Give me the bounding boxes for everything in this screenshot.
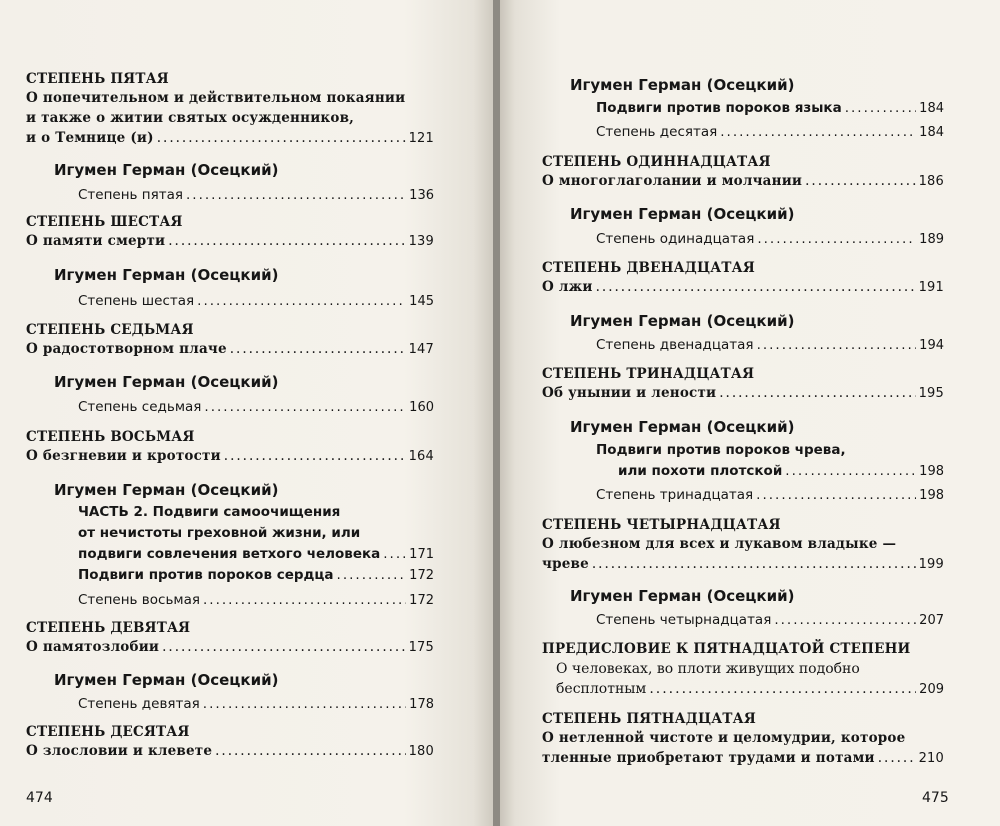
left-page [0, 0, 493, 826]
entry-line: О попечительном и действительном покаянии [26, 90, 406, 106]
section-heading [542, 365, 944, 383]
entry-line: О человеках, во плоти живущих подобно [556, 661, 860, 677]
toc-entry[interactable] [556, 659, 944, 700]
leader-dots [224, 446, 406, 466]
page-number-footer: 474 [26, 790, 53, 806]
author-heading: Игумен Герман (Осецкий) [54, 266, 279, 284]
section-heading [26, 619, 434, 637]
toc-entry[interactable] [26, 446, 434, 467]
page-number: 198 [919, 488, 944, 503]
toc-entry[interactable] [78, 694, 434, 715]
entry-title: чреве [542, 556, 589, 572]
section-title: СТЕПЕНЬ ПЯТНАДЦАТАЯ [542, 711, 756, 727]
page-number: 145 [409, 294, 434, 309]
entry-title: тленные приобретают трудами и потами [542, 750, 875, 766]
entry-title: Степень одинадцатая [596, 231, 755, 247]
author-heading: Игумен Герман (Осецкий) [570, 76, 795, 94]
entry-title: Степень пятая [78, 187, 184, 203]
toc-entry[interactable] [78, 291, 434, 312]
entry-title: Степень четырнадцатая [596, 612, 772, 628]
entry-title: Степень девятая [78, 696, 200, 712]
page-number: 186 [918, 174, 944, 189]
leader-dots [230, 339, 406, 359]
toc-entry[interactable] [596, 440, 944, 482]
section-title: СТЕПЕНЬ ОДИННАДЦАТАЯ [542, 154, 771, 170]
book-gutter [493, 0, 500, 826]
section-title: СТЕПЕНЬ СЕДЬМАЯ [26, 322, 194, 338]
page-number: 164 [408, 449, 434, 464]
leader-dots [878, 748, 916, 768]
toc-entry[interactable] [78, 590, 434, 611]
author-heading: Игумен Герман (Осецкий) [570, 205, 795, 223]
page-number: 199 [918, 557, 944, 572]
toc-entry[interactable] [26, 637, 434, 658]
page-number: 207 [919, 613, 944, 628]
entry-title: или похоти плотской [618, 463, 783, 479]
leader-dots [596, 277, 916, 297]
section-title: СТЕПЕНЬ ДВЕНАДЦАТАЯ [542, 260, 755, 276]
section-title: СТЕПЕНЬ ШЕСТАЯ [26, 214, 183, 230]
section-title: СТЕПЕНЬ ДЕВЯТАЯ [26, 620, 191, 636]
leader-dots [203, 694, 406, 714]
entry-title: Степень шестая [78, 293, 195, 309]
page-number: 180 [408, 744, 434, 759]
section-title: СТЕПЕНЬ ЧЕТЫРНАДЦАТАЯ [542, 517, 781, 533]
entry-title: О злословии и клевете [26, 743, 213, 759]
leader-dots [757, 335, 917, 355]
entry-line: ЧАСТЬ 2. Подвиги самоочищения [78, 504, 341, 520]
toc-entry[interactable] [596, 610, 944, 631]
page-number: 139 [408, 234, 434, 249]
page-number: 194 [919, 338, 944, 353]
toc-entry[interactable] [596, 335, 944, 356]
entry-title: Об унынии и лености [542, 385, 717, 401]
entry-line: и также о житии святых осужденников, [26, 110, 355, 126]
section-heading [542, 710, 944, 728]
entry-line: О любезном для всех и лукавом владыке — [542, 536, 897, 552]
leader-dots [720, 122, 916, 142]
entry-title: О безгневии и кротости [26, 448, 221, 464]
section-title: ПРЕДИСЛОВИЕ К ПЯТНАДЦАТОЙ СТЕПЕНИ [542, 641, 911, 657]
toc-entry[interactable] [542, 728, 944, 769]
author-heading: Игумен Герман (Осецкий) [54, 671, 279, 689]
section-heading [542, 153, 944, 171]
page-number: 189 [919, 232, 944, 247]
section-title: СТЕПЕНЬ ТРИНАДЦАТАЯ [542, 366, 755, 382]
section-title: СТЕПЕНЬ ПЯТАЯ [26, 71, 169, 87]
page-number: 178 [409, 697, 434, 712]
leader-dots [157, 128, 406, 148]
leader-dots [204, 397, 406, 417]
entry-title: О многоглаголании и молчании [542, 173, 803, 189]
leader-dots [197, 291, 406, 311]
page-number: 160 [409, 400, 434, 415]
page-number-footer: 475 [922, 790, 949, 806]
leader-dots [845, 98, 916, 119]
leader-dots [756, 485, 916, 505]
page-number: 172 [409, 568, 434, 583]
section-heading [542, 640, 944, 658]
entry-title: О радостотворном плаче [26, 341, 227, 357]
page-number: 210 [918, 751, 944, 766]
entry-title: Степень десятая [596, 124, 718, 140]
leader-dots [649, 679, 916, 699]
section-heading [542, 259, 944, 277]
leader-dots [337, 565, 407, 586]
page-number: 198 [919, 464, 944, 479]
section-heading [26, 723, 434, 741]
section-heading [26, 70, 434, 88]
entry-title: бесплотным [556, 681, 647, 697]
entry-title: О памяти смерти [26, 233, 166, 249]
author-heading: Игумен Герман (Осецкий) [570, 587, 795, 605]
toc-entry[interactable] [596, 485, 944, 506]
toc-entry[interactable] [78, 185, 434, 206]
leader-dots [186, 185, 406, 205]
leader-dots [168, 231, 405, 251]
entry-title: Подвиги против пороков языка [596, 100, 842, 116]
entry-title: Подвиги против пороков сердца [78, 567, 334, 583]
entry-title: Степень тринадцатая [596, 487, 754, 503]
section-heading [26, 213, 434, 231]
page-number: 195 [918, 386, 944, 401]
leader-dots [774, 610, 916, 630]
toc-entry[interactable] [542, 383, 944, 404]
toc-entry[interactable] [542, 534, 944, 575]
leader-dots [162, 637, 405, 657]
entry-title: О памятозлобии [26, 639, 160, 655]
author-heading: Игумен Герман (Осецкий) [570, 312, 795, 330]
entry-title: Степень двенадцатая [596, 337, 754, 353]
toc-entry[interactable] [78, 565, 434, 586]
leader-dots [383, 544, 406, 565]
toc-entry[interactable] [26, 88, 434, 149]
toc-entry[interactable] [596, 229, 944, 250]
section-heading [26, 321, 434, 339]
entry-title: О лжи [542, 279, 593, 295]
entry-title: и о Темнице (и) [26, 130, 154, 146]
toc-entry[interactable] [542, 277, 944, 298]
page-number: 191 [918, 280, 944, 295]
author-heading: Игумен Герман (Осецкий) [54, 161, 279, 179]
toc-entry[interactable] [26, 741, 434, 762]
toc-entry[interactable] [542, 171, 944, 192]
leader-dots [805, 171, 915, 191]
entry-title: Степень восьмая [78, 592, 200, 608]
leader-dots [203, 590, 406, 610]
section-heading [542, 516, 944, 534]
page-number: 184 [919, 101, 944, 116]
leader-dots [592, 554, 916, 574]
author-heading: Игумен Герман (Осецкий) [54, 481, 279, 499]
toc-entry[interactable] [26, 231, 434, 252]
toc-entry[interactable] [596, 98, 944, 119]
page-number: 171 [409, 547, 434, 562]
author-heading: Игумен Герман (Осецкий) [570, 418, 795, 436]
toc-entry[interactable] [78, 397, 434, 418]
toc-entry[interactable] [78, 502, 434, 565]
section-title: СТЕПЕНЬ ВОСЬМАЯ [26, 429, 195, 445]
leader-dots [785, 461, 916, 482]
leader-dots [719, 383, 915, 403]
page-number: 172 [409, 593, 434, 608]
toc-entry[interactable] [596, 122, 944, 143]
entry-line: от нечистоты греховной жизни, или [78, 525, 361, 541]
page-number: 175 [408, 640, 434, 655]
leader-dots [215, 741, 405, 761]
page-number: 121 [408, 131, 434, 146]
entry-line: О нетленной чистоте и целомудрии, которое [542, 730, 906, 746]
page-number: 136 [409, 188, 434, 203]
leader-dots [757, 229, 916, 249]
section-title: СТЕПЕНЬ ДЕСЯТАЯ [26, 724, 190, 740]
entry-line: Подвиги против пороков чрева, [596, 442, 846, 458]
section-heading [26, 428, 434, 446]
entry-title: подвиги совлечения ветхого человека [78, 546, 381, 562]
page-number: 184 [919, 125, 944, 140]
author-heading: Игумен Герман (Осецкий) [54, 373, 279, 391]
entry-title: Степень седьмая [78, 399, 202, 415]
page-number: 147 [408, 342, 434, 357]
right-page [500, 0, 1000, 826]
toc-entry[interactable] [26, 339, 434, 360]
page-number: 209 [919, 682, 944, 697]
